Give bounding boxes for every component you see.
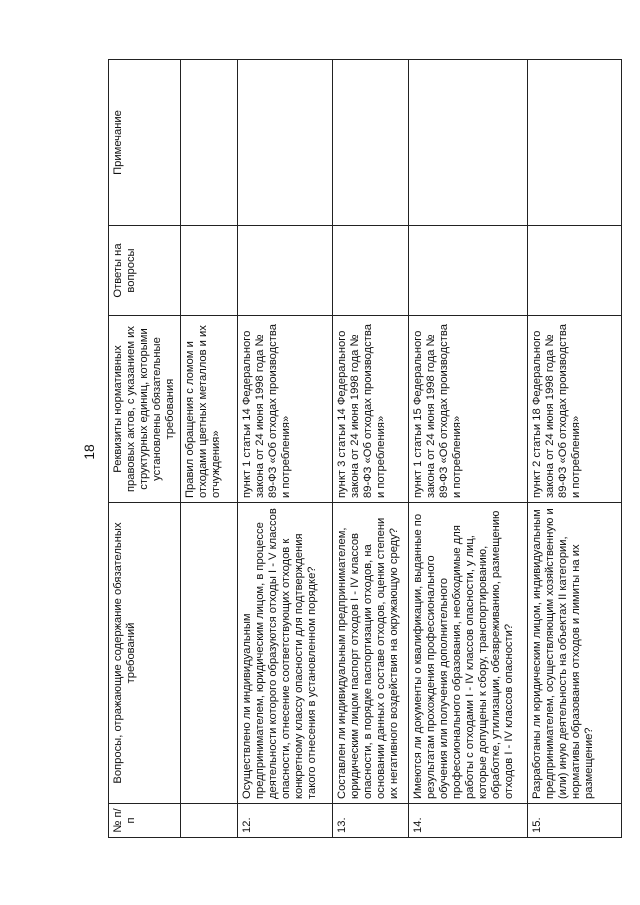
header-answers: Ответы на вопросы (109, 226, 181, 316)
table-row (528, 60, 622, 838)
row-question (181, 503, 238, 804)
header-num: № п/п (109, 804, 181, 838)
row-answer (333, 226, 409, 316)
header-notes: Примечание (109, 60, 181, 226)
row-note (528, 60, 622, 226)
row-requisites: Правил обращения с ломом и отходами цветных металлов и их отчуждения» (181, 316, 238, 503)
row-note (333, 60, 409, 226)
row-number: 15. (528, 804, 622, 838)
row-number: 12. (238, 804, 333, 838)
rotated-table-container (108, 60, 604, 838)
row-answer (238, 226, 333, 316)
row-note (409, 60, 528, 226)
row-number: 13. (333, 804, 409, 838)
row-number (181, 804, 238, 838)
row-number: 14. (409, 804, 528, 838)
table-row (333, 60, 409, 838)
row-note (181, 60, 238, 226)
row-question: Разработаны ли юридическим лицом, индивидуальным предпринимателем, осуществляющим хозяйственную и (или) иную деятельность на объектах II категории, нормативы образования отходов и лимиты на их размещение? (528, 503, 622, 804)
row-question: Имеются ли документы о квалификации, выданные по результатам прохождения профессионального обучения или получения дополнительного профессионального образования, необходимые для работы с отходами I - IV классов опасности, у лиц, которые допущены к сбору, транспортированию, обработке, утилизации, обезвреживанию, размещению отходов I - IV классов опасности? (409, 503, 528, 804)
row-note (238, 60, 333, 226)
row-requisites: пункт 1 статьи 14 Федерального закона от 24 июня 1998 года № 89-ФЗ «Об отходах производства и потребления» (238, 316, 333, 503)
row-answer (181, 226, 238, 316)
row-answer (409, 226, 528, 316)
row-answer (528, 226, 622, 316)
row-requisites: пункт 2 статьи 18 Федерального закона от 24 июня 1998 года № 89-ФЗ «Об отходах производства и потребления» (528, 316, 622, 503)
row-requisites: пункт 3 статьи 14 Федерального закона от 24 июня 1998 года № 89-ФЗ «Об отходах производства и потребления» (333, 316, 409, 503)
row-question: Составлен ли индивидуальным предпринимателем, юридическим лицом паспорт отходов I - IV классов опасности, в порядке паспортизации отходов, на основании данных о составе отходов, оценки степени их негативного воздействия на окружающую среду? (333, 503, 409, 804)
table-row (181, 60, 238, 838)
table-row (409, 60, 528, 838)
header-requisites: Реквизиты нормативных правовых актов, с указанием их структурных единиц, которыми установлены обязательные требования (109, 316, 181, 503)
row-requisites: пункт 1 статьи 15 Федерального закона от 24 июня 1998 года № 89-ФЗ «Об отходах производства и потребления» (409, 316, 528, 503)
table-row (238, 60, 333, 838)
row-question: Осуществлено ли индивидуальным предпринимателем, юридическим лицом, в процессе деятельности которого образуются отходы I - V классов опасности, отнесение соответствующих отходов к конкретному классу опасности для подтверждения такого отнесения в установленном порядке? (238, 503, 333, 804)
requirements-table (108, 59, 622, 838)
header-question: Вопросы, отражающие содержание обязательных требований (109, 503, 181, 804)
table-header-row (109, 60, 181, 838)
page-number: 18 (81, 444, 97, 460)
